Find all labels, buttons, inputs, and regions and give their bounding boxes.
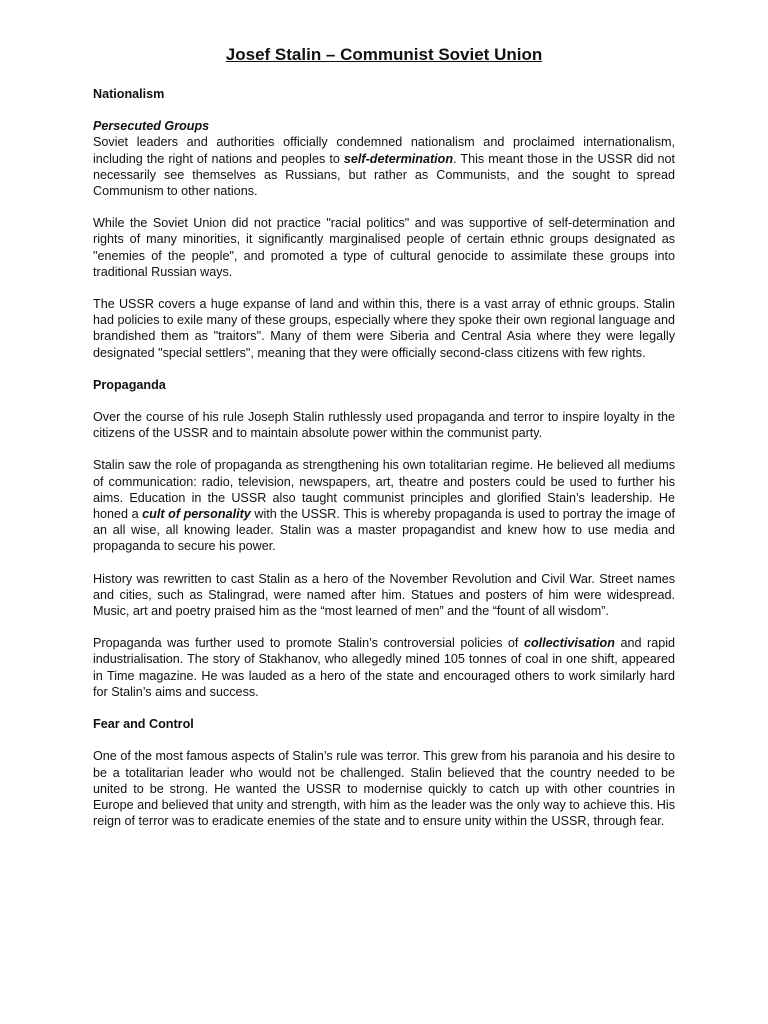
subheading-persecuted-groups: Persecuted Groups xyxy=(93,119,210,134)
paragraph-nationalism-2: While the Soviet Union did not practice "racial politics" and was supportive of self-determination and rights of many minorities, it significantly marginalised people of certain ethnic groups designated as "enemies of the people", and promoted a type of cultural genocide to assimilate these groups into traditional Russian ways. xyxy=(93,216,675,279)
text-run: Soviet leaders and authorities officially condemned nationalism and proclaimed internationalism, including the right of nations and peoples to xyxy=(93,135,675,166)
paragraph-propaganda-1: Over the course of his rule Joseph Stalin ruthlessly used propaganda and terror to inspire loyalty in the citizens of the USSR and to maintain absolute power within the communist party. xyxy=(93,410,675,441)
text-run: and rapid industrialisation. The story of Stakhanov, who allegedly mined 105 tonnes of coal in one shift, appeared in Time magazine. He was lauded as a hero of the state and encouraged others to work similarly hard for Stalin’s aims and success. xyxy=(93,636,676,699)
emphasis-cult-of-personality: cult of personality xyxy=(142,507,251,522)
section-heading-nationalism: Nationalism xyxy=(93,87,165,101)
paragraph-propaganda-2 xyxy=(93,457,675,554)
document-title: Josef Stalin – Communist Soviet Union xyxy=(225,45,543,64)
text-run: Propaganda was further used to promote Stalin’s controversial policies of xyxy=(93,636,524,651)
text-run: with the USSR. This is whereby propaganda is used to portray the image of an all wise, all knowing leader. Stalin was a master propagandist and knew how to use media and propaganda to secure his power. xyxy=(93,507,676,554)
emphasis-self-determination: self-determination xyxy=(343,151,454,166)
emphasis-collectivisation: collectivisation xyxy=(523,636,615,651)
paragraph-propaganda-4 xyxy=(93,635,675,700)
paragraph-fear-and-control-1: One of the most famous aspects of Stalin’s rule was terror. This grew from his paranoia and his desire to be a totalitarian leader who would not be challenged. Stalin believed that the country needed to be united to be strong. He wanted the USSR to modernise quickly to catch up with other countries in Europe and believed that unity and strength, with him as the leader was the only way to achieve this. His reign of terror was to eradicate enemies of the state and to ensure unity within the USSR, through fear. xyxy=(93,749,675,829)
document-body xyxy=(93,44,675,845)
text-run: . This meant those in the USSR did not necessarily see themselves as Russians, but rather as Communists, and the sought to spread Communism to other nations. xyxy=(93,151,675,199)
text-run: Stalin saw the role of propaganda as strengthening his own totalitarian regime. He believed all mediums of communication: radio, television, newspapers, art, theatre and posters could be used to further his aims. Education in the USSR also taught communist principles and glorified Stain’s leadership. He honed a xyxy=(93,458,675,522)
section-heading-fear-and-control: Fear and Control xyxy=(93,717,194,732)
paragraph-nationalism-3: The USSR covers a huge expanse of land and within this, there is a vast array of ethnic groups. Stalin had policies to exile many of these groups, especially where they spoke their own regional language and brandished them as "traitors". Many of them were Siberia and Central Asia where they were legally designated "special settlers", meaning that they were officially second-class citizens with few rights. xyxy=(93,297,675,360)
section-heading-propaganda: Propaganda xyxy=(93,377,166,392)
paragraph-nationalism-1 xyxy=(93,134,675,199)
paragraph-propaganda-3: History was rewritten to cast Stalin as a hero of the November Revolution and Civil War. Street names and cities, such as Stalingrad, were named after him. Statues and posters of him were widespread. Music, art and poetry praised him as the “most learned of men” and the “fount of all wisdom”. xyxy=(93,571,675,619)
